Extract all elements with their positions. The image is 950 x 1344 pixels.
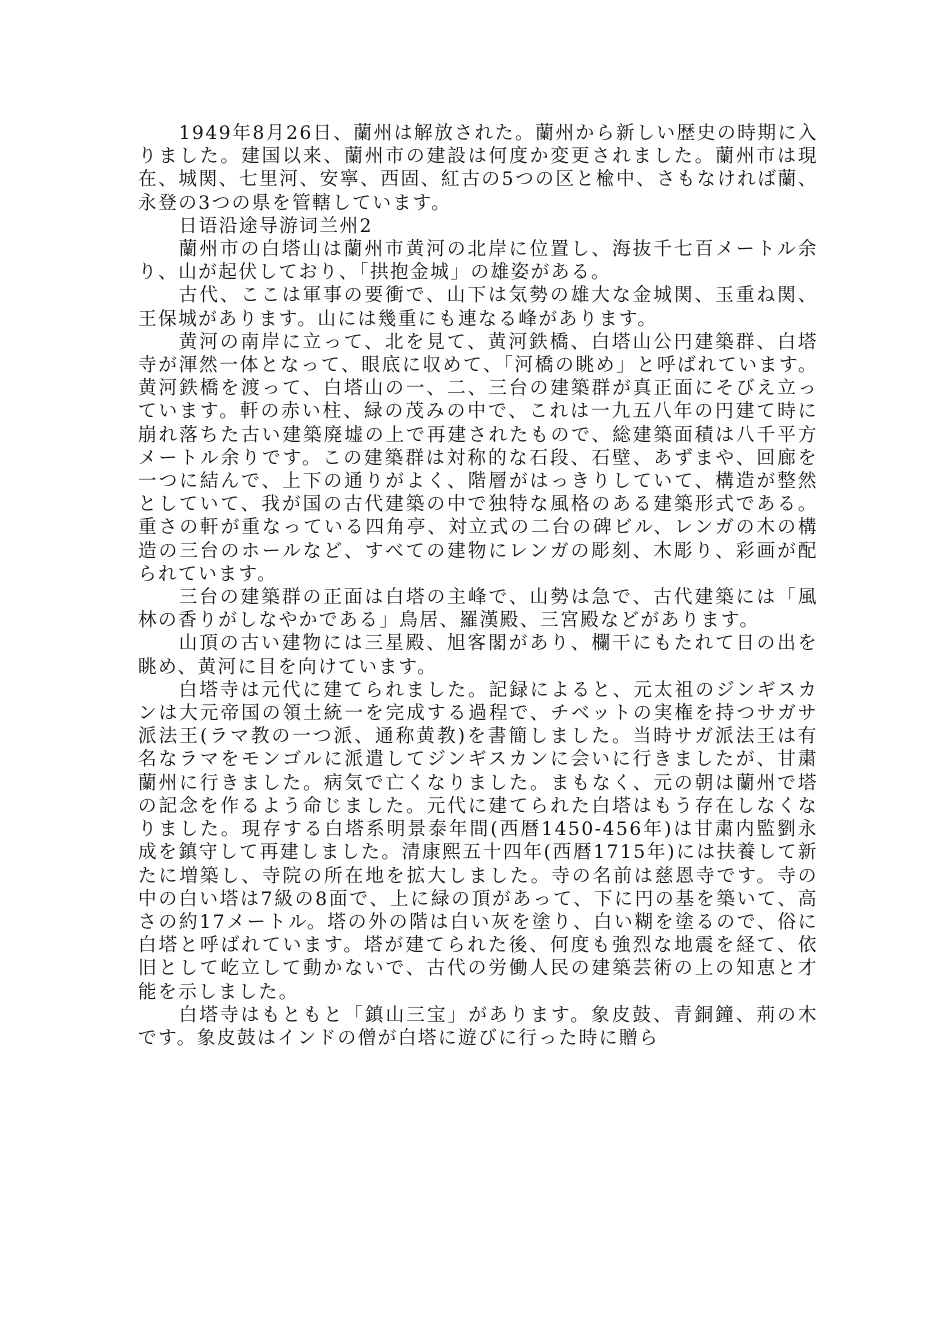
paragraph-three-treasures: 白塔寺はもともと「鎮山三宝」があります。象皮鼓、青銅鐘、荊の木です。象皮鼓はインドの僧が白塔に遊びに行った時に贈ら xyxy=(138,1004,818,1049)
paragraph-yellow-river-bridge: 黄河の南岸に立って、北を見て、黄河鉄橋、白塔山公円建築群、白塔寺が渾然一体となって、眼底に収めて、「河橋の眺め」と呼ばれています。黄河鉄橋を渡って、白塔山の一、二、三台の建築群が真正面にそびえ立っています。軒の赤い柱、緑の茂みの中で、これは一九五八年の円建て時に崩れ落ちた古い建築廃墟の上で再建されたもので、総建築面積は八千平方メートル余りです。この建築群は対称的な石段、石壁、あずまや、回廊を一つに結んで、上下の通りがよく、階層がはっきりしていて、構造が整然としていて、我が国の古代建築の中で独特な風格のある建築形式である。重さの軒が重なっている四角亭、対立式の二台の碑ビル、レンガの木の構造の三台のホールなど、すべての建物にレンガの彫刻、木彫り、彩画が配られています。 xyxy=(138,331,818,585)
paragraph-ancient-fortress: 古代、ここは軍事の要衝で、山下は気勢の雄大な金城関、玉重ね関、王保城があります。山には幾重にも連なる峰があります。 xyxy=(138,285,818,330)
paragraph-main-peak: 三台の建築群の正面は白塔の主峰で、山勢は急で、古代建築には「風林の香りがしなやかである」鳥居、羅漢殿、三宮殿などがあります。 xyxy=(138,587,818,632)
paragraph-lanzhou-liberation: 1949年8月26日、蘭州は解放された。蘭州から新しい歴史の時期に入りました。建国以来、蘭州市の建設は何度か変更されました。蘭州市は現在、城関、七里河、安寧、西固、紅古の5つの区と楡中、さもなければ蘭、永登の3つの県を管轄しています。 xyxy=(138,123,818,214)
paragraph-baita-temple-history: 白塔寺は元代に建てられました。記録によると、元太祖のジンギスカンは大元帝国の領土統一を完成する過程で、チベットの実権を持つサガサ派法王(ラマ教の一つ派、通称黄教)を書簡しました。当時サガ派法王は有名なラマをモンゴルに派遣してジンギスカンに会いに行きましたが、甘粛蘭州に行きました。病気で亡くなりました。まもなく、元の朝は蘭州で塔の記念を作るよう命じました。元代に建てられた白塔はもう存在しなくなりました。現存する白塔系明景泰年間(西暦1450-456年)は甘粛内監劉永成を鎮守して再建しました。清康熙五十四年(西暦1715年)には扶養して新たに増築し、寺院の所在地を拡大しました。寺の名前は慈恩寺です。寺の中の白い塔は7級の8面で、上に緑の頂があって、下に円の基を築いて、高さの約17メートル。塔の外の階は白い灰を塗り、白い糊を塗るので、俗に白塔と呼ばれています。塔が建てられた後、何度も強烈な地震を経て、依旧として屹立して動かないで、古代の労働人民の建築芸術の上の知恵と才能を示しました。 xyxy=(138,679,818,1003)
section-heading: 日语沿途导游词兰州2 xyxy=(178,215,373,237)
document-body xyxy=(138,122,818,1050)
paragraph-baita-mountain: 蘭州市の白塔山は蘭州市黄河の北岸に位置し、海抜千七百メートル余り、山が起伏しており、「拱抱金城」の雄姿がある。 xyxy=(138,239,818,284)
paragraph-summit-buildings: 山頂の古い建物には三星殿、旭客閣があり、欄干にもたれて日の出を眺め、黄河に目を向けています。 xyxy=(138,633,818,678)
